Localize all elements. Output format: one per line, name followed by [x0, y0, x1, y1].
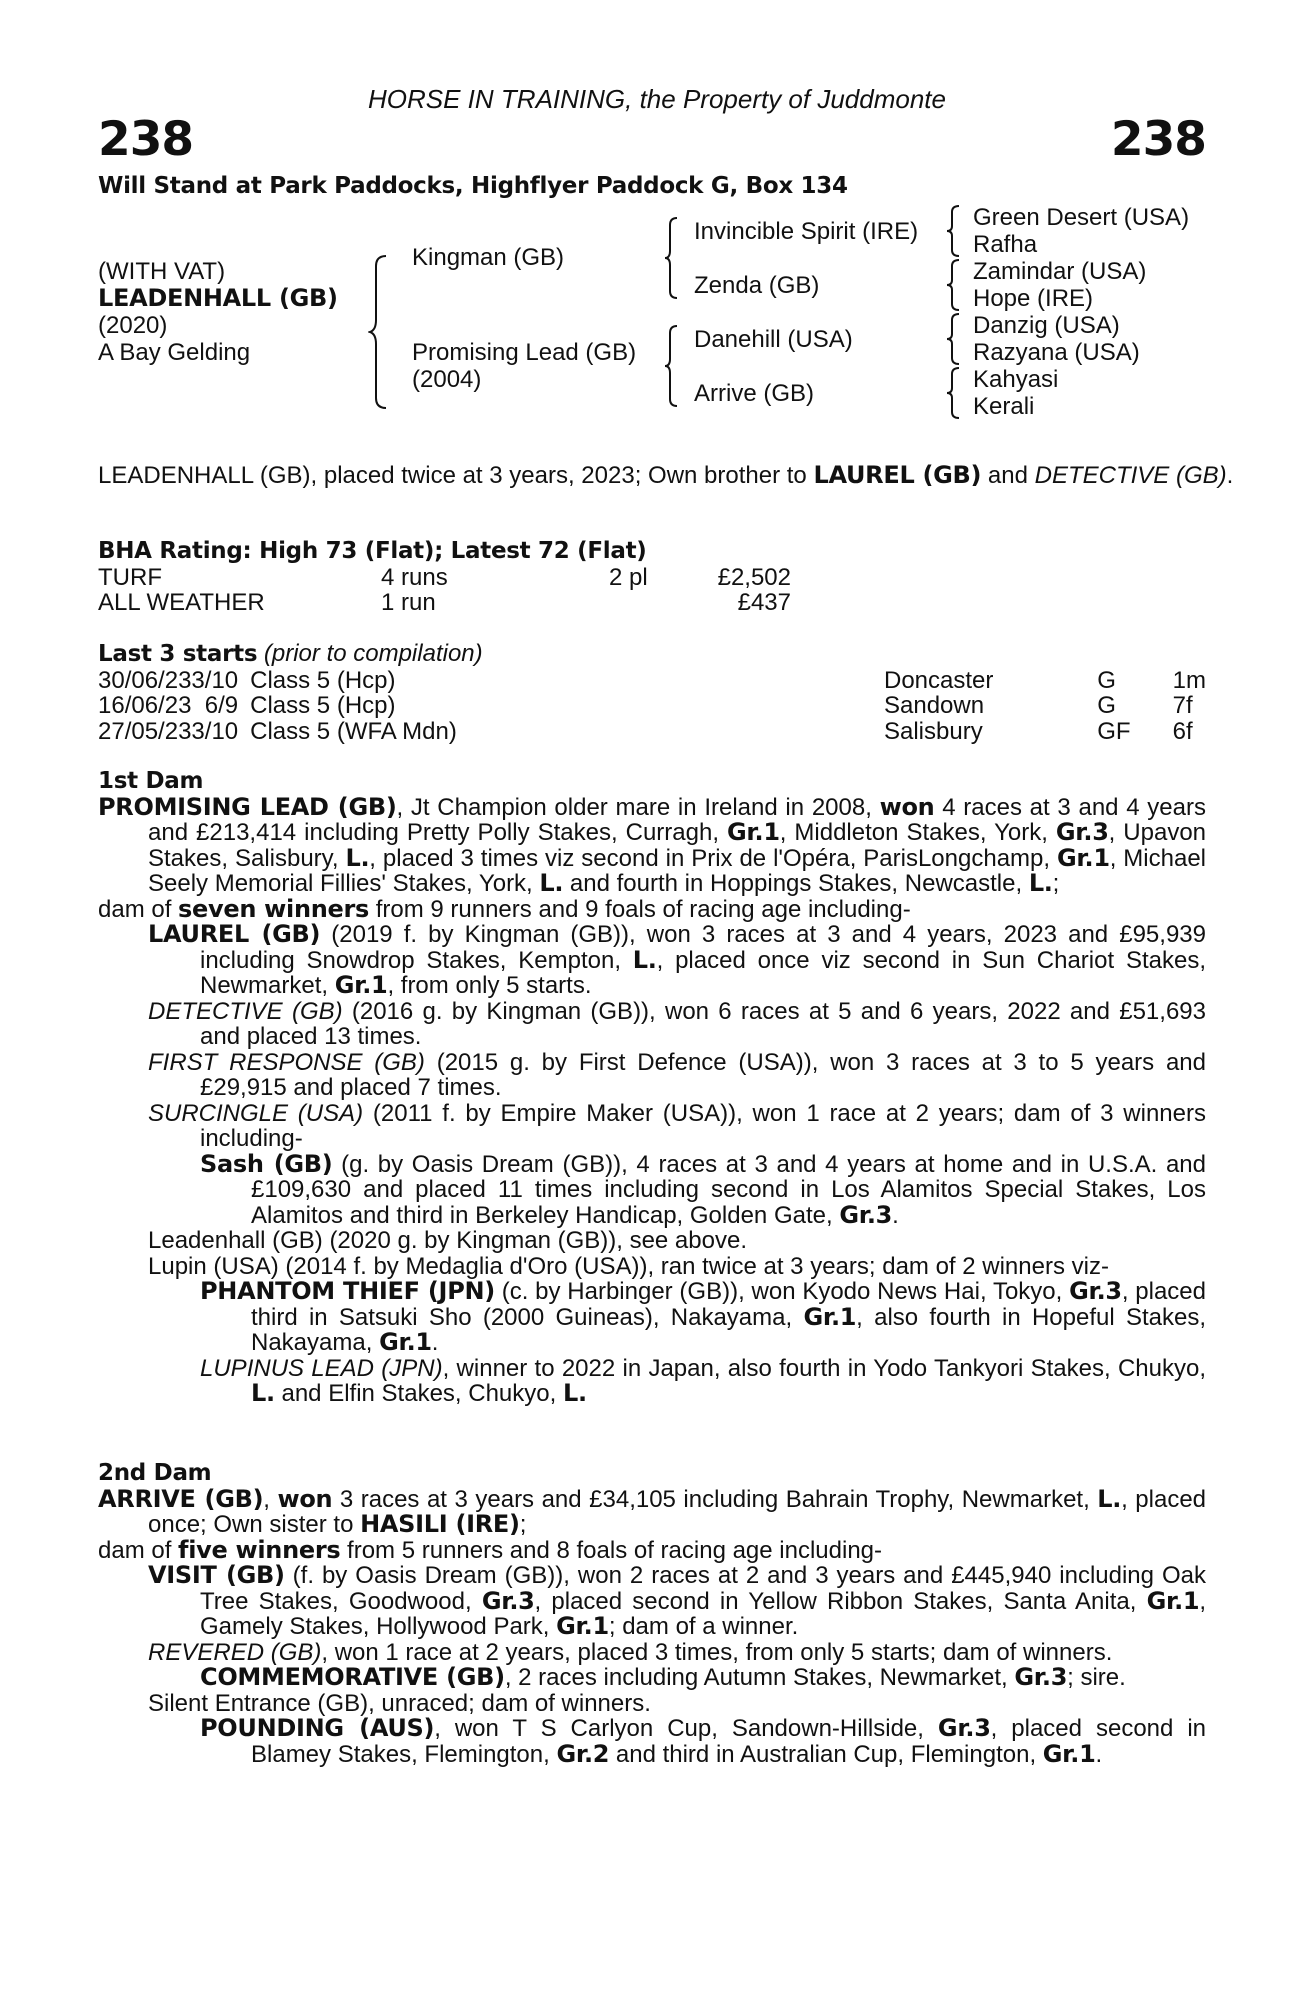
produce-sash: Sash (GB) (g. by Oasis Dream (GB)), 4 races at 3 and 4 years at home and in U.S.A. and £109,630 and placed 11 times including second in Los Alamitos Special Stakes, Los Alamitos and third in Berkeley Handicap, Golden Gate, Gr.3. — [200, 1149, 1207, 1229]
sire-dam-sire: Zamindar (USA) — [973, 258, 1147, 285]
last-starts-heading: Last 3 starts — [98, 641, 258, 667]
produce-commemorative: COMMEMORATIVE (GB), 2 races including Autumn Stakes, Newmarket, Gr.3; sire. — [200, 1663, 1126, 1691]
pedigree-brace-ds — [946, 312, 962, 366]
lot-number-right: 238 — [1110, 112, 1206, 167]
pedigree-brace-ss — [946, 204, 962, 258]
first-dam-produce-summary: dam of seven winners from 9 runners and 9 foals of racing age including- — [98, 894, 911, 923]
last-starts-table — [98, 668, 1206, 745]
table-row: ALL WEATHER 1 run £437 — [98, 589, 791, 616]
sire-sire: Invincible Spirit (IRE) — [694, 218, 919, 245]
last-starts-section — [98, 641, 1206, 744]
stabling-info: Will Stand at Park Paddocks, Highflyer Paddock G, Box 134 — [98, 173, 848, 199]
dam-year: (2004) — [412, 366, 482, 393]
produce-phantom-thief: PHANTOM THIEF (JPN) (c. by Harbinger (GB)), won Kyodo News Hai, Tokyo, Gr.3, placed third in Satsuki Sho (2000 Guineas), Nakayama, Gr.1, also fourth in Hopeful Stakes, Nakayama, Gr.1. — [200, 1277, 1206, 1356]
dam-sire-sire: Danzig (USA) — [973, 312, 1120, 339]
lot-number-left: 238 — [98, 112, 194, 167]
pedigree-brace-dam — [664, 324, 680, 408]
second-dam-section — [98, 1461, 1206, 1767]
sire-dam: Zenda (GB) — [694, 272, 820, 299]
sire-dam-dam: Hope (IRE) — [973, 285, 1094, 312]
produce-visit: VISIT (GB) (f. by Oasis Dream (GB)), won 2 races at 2 and 3 years and £445,940 including Oak Tree Stakes, Goodwood, Gr.3, placed second in Yellow Ribbon Stakes, Santa Anita, Gr.1, Gamely Stakes, Hollywood Park, Gr.1; dam of a winner. — [148, 1561, 1206, 1640]
table-row: 27/05/23 3/10 Class 5 (WFA Mdn) Salisbury GF 6f — [98, 717, 1193, 745]
first-dam-paragraph: PROMISING LEAD (GB), Jt Champion older mare in Ireland in 2008, won 4 races at 3 and 4 years and £213,414 including Pretty Polly Stakes, Curragh, Gr.1, Middleton Stakes, York, Gr.3, Upavon Stakes, Salisbury, L., placed 3 times viz second in Prix de l'Opéra, ParisLongchamp, Gr.1, Michael Seely Memorial Fillies' Stakes, York, L. and fourth in Hoppings Stakes, Newcastle, L.; — [98, 792, 1207, 897]
last-starts-note: (prior to compilation) — [263, 640, 483, 667]
produce-pounding: POUNDING (AUS), won T S Carlyon Cup, Sandown-Hillside, Gr.3, placed second in Blamey Stakes, Flemington, Gr.2 and third in Australian Cup, Flemington, Gr.1. — [200, 1714, 1206, 1768]
dam: Promising Lead (GB) — [412, 339, 637, 366]
second-dam-produce-summary: dam of five winners from 5 runners and 8 foals of racing age including- — [98, 1535, 883, 1564]
vat-note: (WITH VAT) — [98, 258, 226, 285]
horse-description: A Bay Gelding — [98, 339, 251, 366]
pedigree-brace-sire — [664, 216, 680, 300]
rating-table — [98, 565, 791, 616]
dam-dam-sire: Kahyasi — [973, 366, 1059, 393]
produce-silent-entrance: Silent Entrance (GB), unraced; dam of winners. — [148, 1689, 651, 1717]
first-dam-heading: 1st Dam — [98, 768, 204, 794]
table-row: 16/06/23 6/9 Class 5 (Hcp) Sandown G 7f — [98, 692, 1193, 719]
dam-sire-dam: Razyana (USA) — [973, 339, 1140, 366]
table-row: TURF 4 runs 2 pl £2,502 — [98, 563, 791, 591]
produce-lupinus-lead: LUPINUS LEAD (JPN), winner to 2022 in Japan, also fourth in Yodo Tankyori Stakes, Chukyo, L. and Elfin Stakes, Chukyo, L. — [200, 1354, 1206, 1407]
pedigree-brace-main — [368, 254, 390, 410]
produce-surcingle: SURCINGLE (USA) (2011 f. by Empire Maker (USA)), won 1 race at 2 years; dam of 3 winners including- — [148, 1099, 1206, 1152]
produce-detective: DETECTIVE (GB) (2016 g. by Kingman (GB)), won 6 races at 5 and 6 years, 2022 and £51,693 and placed 13 times. — [148, 997, 1206, 1050]
dam-dam: Arrive (GB) — [694, 380, 814, 407]
produce-leadenhall: Leadenhall (GB) (2020 g. by Kingman (GB)), see above. — [148, 1227, 747, 1254]
sire-sire-dam: Rafha — [973, 231, 1038, 258]
pedigree-brace-dd — [946, 366, 962, 420]
sire-sire-sire: Green Desert (USA) — [973, 204, 1190, 231]
second-dam-paragraph: ARRIVE (GB), won 3 races at 3 years and £34,105 including Bahrain Trophy, Newmarket, L., placed once; Own sister to HASILI (IRE); — [98, 1484, 1207, 1538]
produce-first-response: FIRST RESPONSE (GB) (2015 g. by First Defence (USA)), won 3 races at 3 to 5 years and £29,915 and placed 7 times. — [148, 1048, 1206, 1101]
dam-sire: Danehill (USA) — [694, 326, 853, 353]
produce-revered: REVERED (GB), won 1 race at 2 years, placed 3 times, from only 5 starts; dam of winners. — [148, 1638, 1113, 1666]
table-row: 30/06/23 3/10 Class 5 (Hcp) Doncaster G 1m — [98, 666, 1206, 694]
dam-dam-dam: Kerali — [973, 393, 1035, 420]
produce-lupin: Lupin (USA) (2014 f. by Medaglia d'Oro (USA)), ran twice at 3 years; dam of 2 winners viz- — [148, 1252, 1109, 1280]
sire: Kingman (GB) — [412, 244, 565, 271]
rating-section — [98, 539, 1206, 616]
first-dam-section — [98, 769, 1206, 1407]
rating-heading: BHA Rating: High 73 (Flat); Latest 72 (Flat) — [98, 538, 647, 564]
intro-paragraph: LEADENHALL (GB), placed twice at 3 years, 2023; Own brother to LAUREL (GB) and DETECTIVE (GB). — [98, 461, 1234, 489]
page-header: HORSE IN TRAINING, the Property of Juddmonte — [368, 84, 946, 114]
pedigree-brace-sd — [946, 258, 962, 312]
horse-year: (2020) — [98, 312, 168, 339]
produce-laurel: LAUREL (GB) (2019 f. by Kingman (GB)), won 3 races at 3 and 4 years, 2023 and £95,939 including Snowdrop Stakes, Kempton, L., placed once viz second in Sun Chariot Stakes, Newmarket, Gr.1, from only 5 starts. — [148, 920, 1206, 999]
second-dam-heading: 2nd Dam — [98, 1460, 212, 1486]
horse-name: LEADENHALL (GB) — [98, 284, 338, 312]
